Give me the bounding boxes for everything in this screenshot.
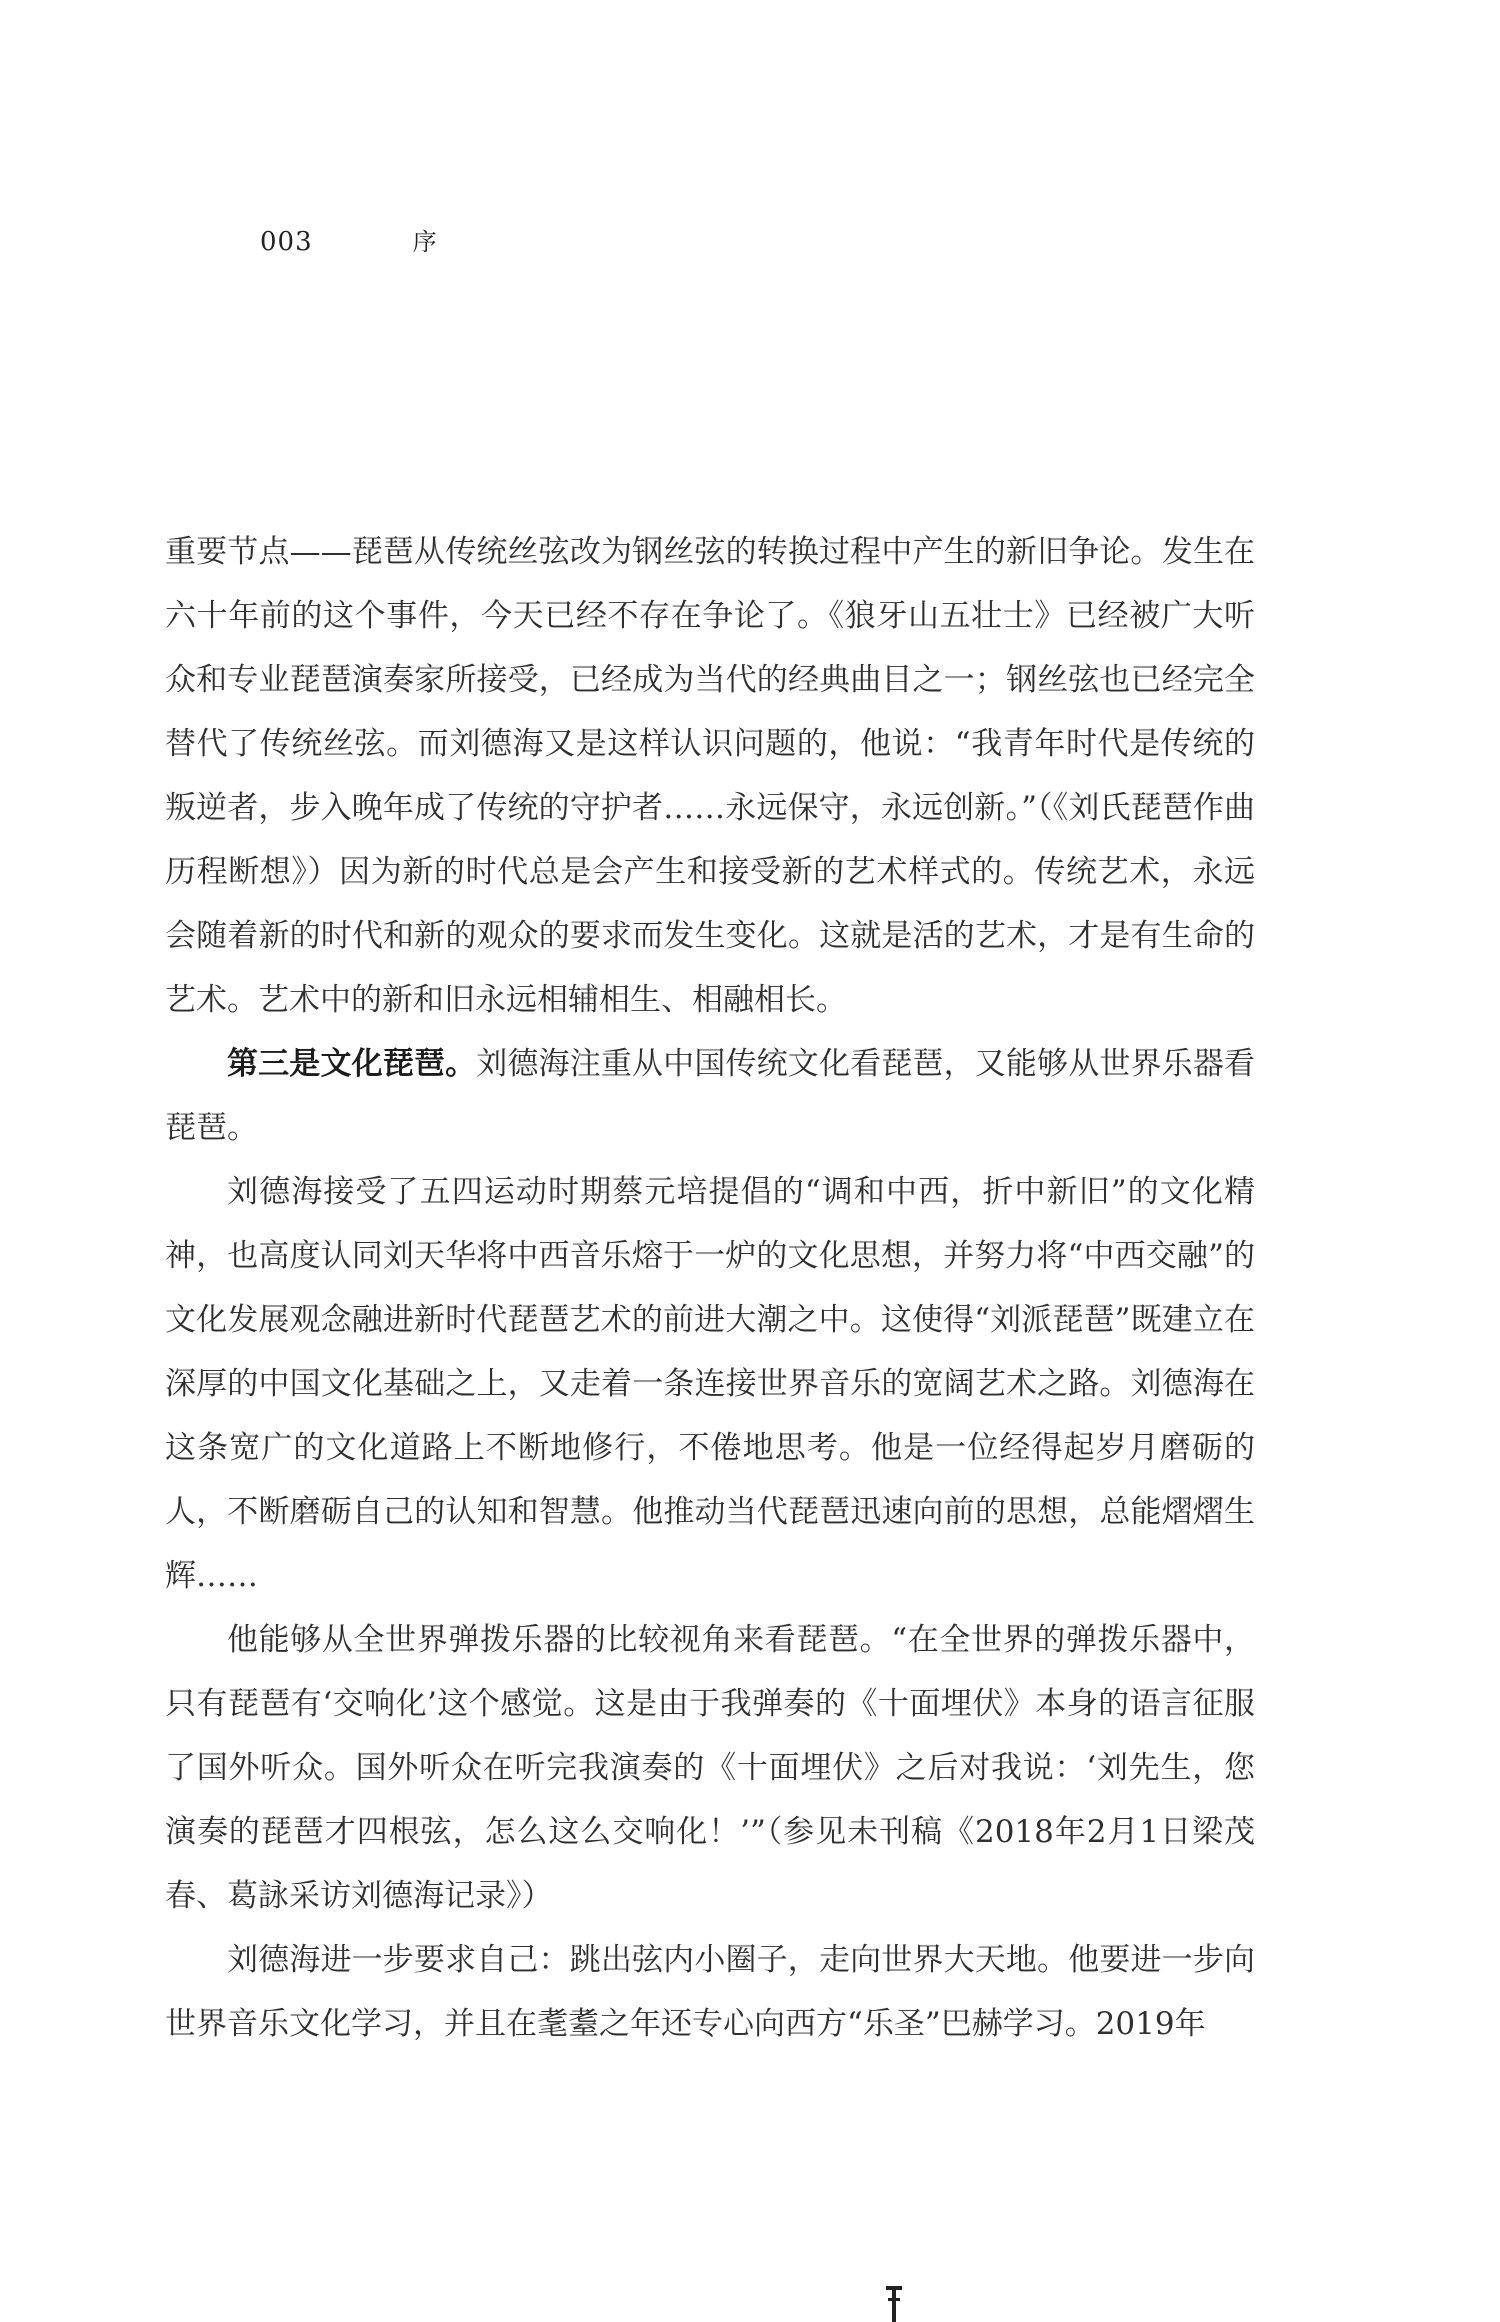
paragraph-5-text: 刘德海进一步要求自己：跳出弦内小圈子，走向世界大天地。他要进一步向世界音乐文化学习，并且在耄耋之年还专心向西方“乐圣”巴赫学习。2019年 bbox=[165, 1942, 1255, 2042]
paragraph-3-text: 刘德海接受了五四运动时期蔡元培提倡的“调和中西，折中新旧”的文化精神，也高度认同刘天华将中西音乐熔于一炉的文化思想，并努力将“中西交融”的文化发展观念融进新时代琵琶艺术的前进大潮之中。这使得“刘派琵琶”既建立在深厚的中国文化基础之上，又走着一条连接世界音乐的宽阔艺术之路。刘德海在这条宽广的文化道路上不断地修行，不倦地思考。他是一位经得起岁月磨砺的人，不断磨砺自己的认知和智慧。他推动当代琵琶迅速向前的思想，总能熠熠生辉…… bbox=[165, 1174, 1255, 1594]
paragraph-1 bbox=[165, 520, 1255, 1032]
paragraph-4 bbox=[165, 1608, 1255, 1928]
section-title: 序 bbox=[412, 228, 437, 256]
running-head bbox=[260, 222, 437, 257]
paragraph-3 bbox=[165, 1160, 1255, 1608]
cursor-mark-icon bbox=[884, 2282, 904, 2322]
paragraph-2 bbox=[165, 1032, 1255, 1160]
paragraph-4-text: 他能够从全世界弹拨乐器的比较视角来看琵琶。“在全世界的弹拨乐器中，只有琵琶有‘交响化’这个感觉。这是由于我弹奏的《十面埋伏》本身的语言征服了国外听众。国外听众在听完我演奏的《十面埋伏》之后对我说：‘刘先生，您演奏的琵琶才四根弦，怎么这么交响化！’”（参见未刊稿《2018年2月1日梁茂春、葛詠采访刘德海记录》） bbox=[165, 1622, 1255, 1914]
paragraph-2-text: 刘德海注重从中国传统文化看琵琶，又能够从世界乐器看琵琶。 bbox=[165, 1046, 1255, 1146]
page-number: 003 bbox=[260, 227, 313, 257]
paragraph-5 bbox=[165, 1928, 1255, 2056]
paragraph-1-text: 重要节点——琵琶从传统丝弦改为钢丝弦的转换过程中产生的新旧争论。发生在六十年前的这个事件，今天已经不存在争论了。《狼牙山五壮士》已经被广大听众和专业琵琶演奏家所接受，已经成为当代的经典曲目之一；钢丝弦也已经完全替代了传统丝弦。而刘德海又是这样认识问题的，他说：“我青年时代是传统的叛逆者，步入晚年成了传统的守护者……永远保守，永远创新。”（《刘氏琵琶作曲历程断想》）因为新的时代总是会产生和接受新的艺术样式的。传统艺术，永远会随着新的时代和新的观众的要求而发生变化。这就是活的艺术，才是有生命的艺术。艺术中的新和旧永远相辅相生、相融相长。 bbox=[165, 534, 1255, 1018]
paragraph-2-lead: 第三是文化琵琶。 bbox=[227, 1046, 477, 1082]
body-text bbox=[165, 520, 1255, 2056]
